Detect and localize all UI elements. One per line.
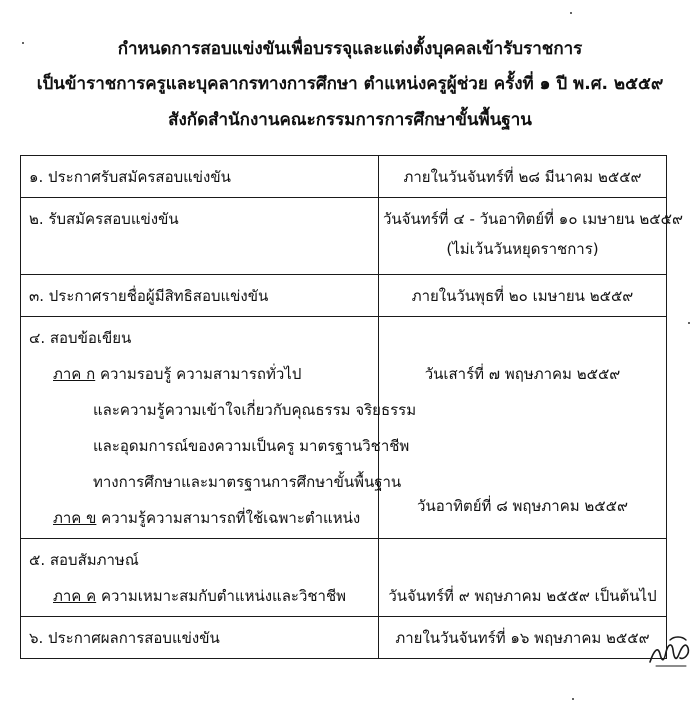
part-a-line-4: ทางการศึกษาและมาตรฐานการศึกษาขั้นพื้นฐาน xyxy=(93,473,402,491)
header-line-1: กำหนดการสอบแข่งขันเพื่อบรรจุและแต่งตั้งบุคคลเข้ารับราชการ xyxy=(117,39,583,59)
row-4-item: ๔. สอบข้อเขียน xyxy=(29,329,132,347)
row-5-date-cell xyxy=(379,539,667,617)
row-6-date: ภายในวันจันทร์ที่ ๑๖ พฤษภาคม ๒๕๕๙ xyxy=(395,629,650,647)
row-1-date-cell xyxy=(379,156,667,198)
row-3-date: ภายในวันพุธที่ ๒๐ เมษายน ๒๕๕๙ xyxy=(411,287,634,305)
row-3-date-cell xyxy=(379,275,667,317)
scan-speck xyxy=(570,12,572,14)
part-c-label: ภาค ค xyxy=(53,587,97,605)
row-1-date: ภายในวันจันทร์ที่ ๒๘ มีนาคม ๒๕๕๙ xyxy=(403,168,642,186)
table-row xyxy=(21,198,667,275)
table-row xyxy=(21,156,667,198)
part-a-line xyxy=(29,362,368,386)
part-a-text: ความรอบรู้ ความสามารถทั่วไป xyxy=(99,365,302,383)
row-2-date-note: (ไม่เว้นวันหยุดราชการ) xyxy=(446,240,599,258)
table-row xyxy=(21,317,667,539)
header-line-3: สังกัดสำนักงานคณะกรรมการการศึกษาขั้นพื้นฐาน xyxy=(168,110,532,130)
header-line-2: เป็นข้าราชการครูและบุคลากรทางการศึกษา ตำแหน่งครูผู้ช่วย ครั้งที่ ๑ ปี พ.ศ. ๒๕๕๙ xyxy=(36,74,664,94)
row-5-item-cell xyxy=(21,539,379,617)
part-a-line-2: และความรู้ความเข้าใจเกี่ยวกับคุณธรรม จริยธรรม xyxy=(93,401,417,419)
part-c-date: วันจันทร์ที่ ๙ พฤษภาคม ๒๕๕๙ เป็นต้นไป xyxy=(388,587,657,605)
part-c-line xyxy=(29,584,368,608)
row-6-item-cell xyxy=(21,617,379,659)
row-6-item: ๖. ประกาศผลการสอบแข่งขัน xyxy=(29,629,220,647)
scan-speck xyxy=(572,698,574,700)
row-2-date-cell xyxy=(379,198,683,275)
handwritten-signature xyxy=(646,632,694,672)
part-a-label: ภาค ก xyxy=(53,365,96,383)
row-1-item: ๑. ประกาศรับสมัครสอบแข่งขัน xyxy=(29,168,231,186)
row-1-item-cell xyxy=(21,156,379,198)
table-row xyxy=(21,617,667,659)
schedule-table xyxy=(20,155,683,659)
scan-speck xyxy=(22,42,24,44)
row-5-item: ๕. สอบสัมภาษณ์ xyxy=(29,551,139,569)
row-3-item: ๓. ประกาศรายชื่อผู้มีสิทธิสอบแข่งขัน xyxy=(29,287,269,305)
part-a-date: วันเสาร์ที่ ๗ พฤษภาคม ๒๕๕๙ xyxy=(424,365,621,383)
part-b-date: วันอาทิตย์ที่ ๘ พฤษภาคม ๒๕๕๙ xyxy=(417,497,628,515)
part-b-label: ภาค ข xyxy=(53,509,97,527)
row-6-date-cell xyxy=(379,617,667,659)
part-a-line-3: และอุดมการณ์ของความเป็นครู มาตรฐานวิชาชีพ xyxy=(93,437,410,455)
part-b-line xyxy=(29,506,368,530)
table-row xyxy=(21,539,667,617)
part-c-text: ความเหมาะสมกับตำแหน่งและวิชาชีพ xyxy=(100,587,347,605)
row-4-date-cell xyxy=(379,317,667,539)
row-2-item: ๒. รับสมัครสอบแข่งขัน xyxy=(29,210,179,228)
part-b-text: ความรู้ความสามารถที่ใช้เฉพาะตำแหน่ง xyxy=(101,509,361,527)
row-2-date: วันจันทร์ที่ ๔ - วันอาทิตย์ที่ ๑๐ เมษายน ๒๕๕๙ xyxy=(383,210,683,228)
row-2-item-cell xyxy=(21,198,379,275)
row-3-item-cell xyxy=(21,275,379,317)
table-row xyxy=(21,275,667,317)
row-4-item-cell xyxy=(21,317,417,539)
scan-speck xyxy=(688,322,690,324)
